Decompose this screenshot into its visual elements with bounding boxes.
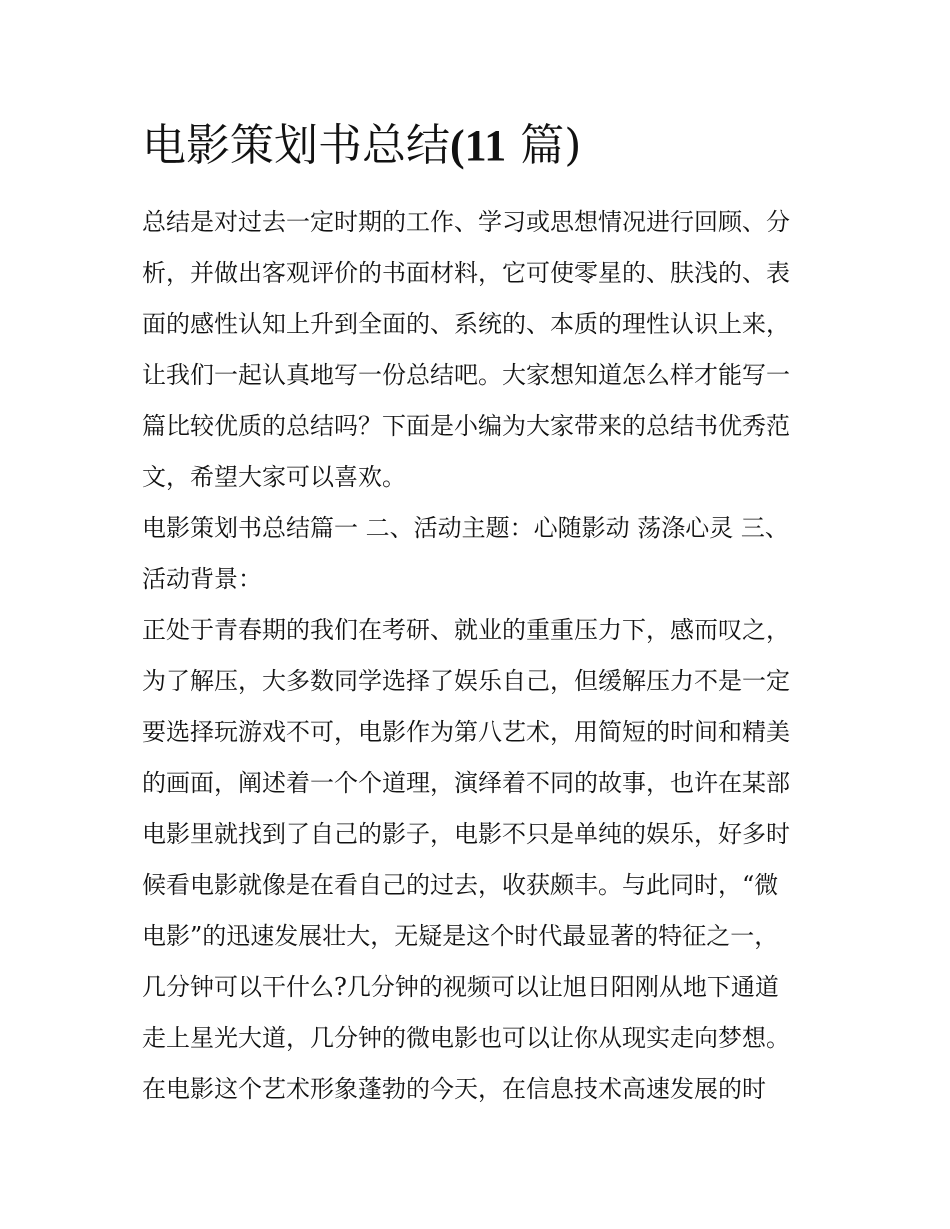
- body-line: 的画面，阐述着一个个道理，演绎着不同的故事，也许在某部: [142, 769, 790, 797]
- body-line: 总结是对过去一定时期的工作、学习或思想情况进行回顾、分: [142, 208, 790, 236]
- body-line: 候看电影就像是在看自己的过去，收获颇丰。与此同时，“微: [142, 871, 779, 899]
- body-line: 析，并做出客观评价的书面材料，它可使零星的、肤浅的、表: [142, 259, 790, 287]
- body-line: 活动背景：: [142, 565, 262, 593]
- body-line: 几分钟可以干什么?几分钟的视频可以让旭日阳刚从地下通道: [142, 973, 779, 1001]
- title-end: 篇): [520, 120, 582, 171]
- body-line: 为了解压，大多数同学选择了娱乐自己，但缓解压力不是一定: [142, 667, 790, 695]
- document-title: [142, 118, 581, 174]
- body-line: 正处于青春期的我们在考研、就业的重重压力下，感而叹之，: [142, 616, 790, 644]
- body-line: 电影策划书总结篇一 二、活动主题：心随影动 荡涤心灵 三、: [142, 514, 789, 542]
- body-line: 在电影这个艺术形象蓬勃的今天，在信息技术高速发展的时: [142, 1075, 766, 1103]
- body-line: 面的感性认知上升到全面的、系统的、本质的理性认识上来，: [142, 310, 790, 338]
- title-cjk: 电影策划书总结: [142, 120, 450, 171]
- body-line: 要选择玩游戏不可，电影作为第八艺术，用简短的时间和精美: [142, 718, 790, 746]
- body-line: 篇比较优质的总结吗？下面是小编为大家带来的总结书优秀范: [142, 412, 790, 440]
- title-paren: (11: [450, 121, 507, 170]
- body-line: 文，希望大家可以喜欢。: [142, 463, 406, 491]
- body-line: 电影”的迅速发展壮大，无疑是这个时代最显著的特征之一，: [142, 922, 779, 950]
- body-line: 走上星光大道，几分钟的微电影也可以让你从现实走向梦想。: [142, 1024, 790, 1052]
- body-line: 电影里就找到了自己的影子，电影不只是单纯的娱乐，好多时: [142, 820, 790, 848]
- body-line: 让我们一起认真地写一份总结吧。大家想知道怎么样才能写一: [142, 361, 790, 389]
